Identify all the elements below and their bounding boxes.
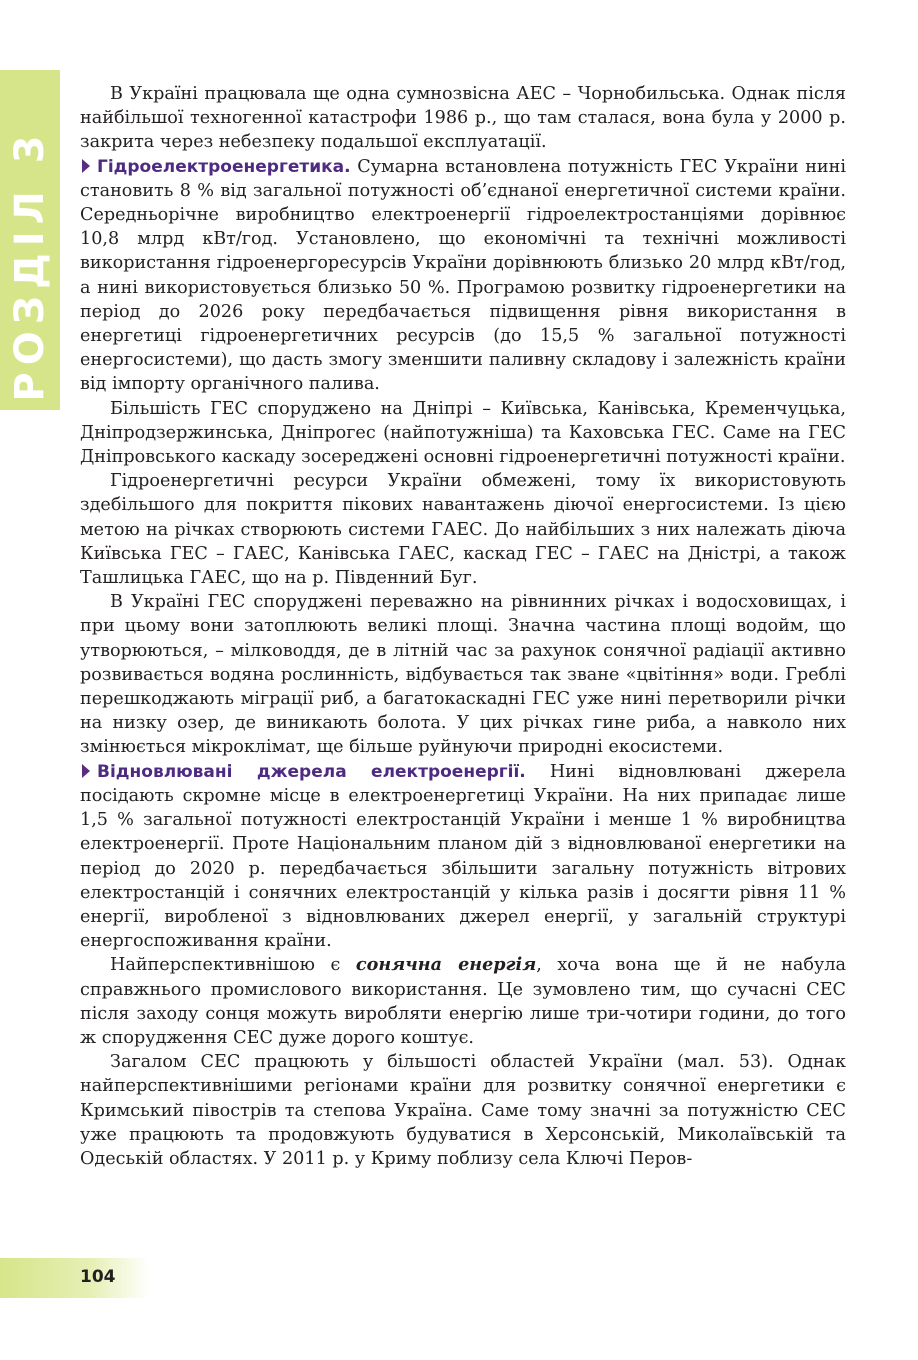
paragraph-hydro-text: Сумарна встановлена потужність ГЕС України нині становить 8 % від загальної потужності об’єднаної енергетичної системи країни. Середньорічне виробництво електроенергії гідроелектростанціями дорівнює 10,8 млрд кВт/год. Установлено, що економічні та технічні можливості використання гідроенергоресурсів України дорівнюють близько 20 млрд кВт/год, а нині використовується близько 50 %. Програмою розвитку гідроенергетики на період до 2026 року передбачається підвищення рівня використання в енергетиці гідроенергетичних ресурсів (до 15,5 % загальної потужності енергосистеми), що дасть змогу зменшити паливну складову і залежність країни від імпорту органічного палива.	[80, 156, 846, 395]
paragraph-hes-impact: В Україні ГЕС споруджені переважно на рівнинних річках і водосховищах, і при цьому вони затоплюють великі площі. Значна частина площі водойм, що утворюються, – мілководдя, де в літній час за рахунок сонячної радіації активно розвивається водяна рослинність, відбувається так зване «цвітіння» води. Греблі перешкоджають міграції риб, а багатокаскадні ГЕС уже нині перетворили річки на низку озер, де виникають болота. У цих річках гине риба, а навколо них змінюється мікроклімат, ще більше руйнуючи природні екосистеми.	[80, 592, 846, 758]
page-body	[80, 82, 846, 1171]
term-solar-energy: сонячна енергія	[355, 954, 537, 976]
paragraph-hydro	[80, 155, 846, 397]
heading-hydro: Гідроелектроенергетика.	[97, 156, 351, 177]
section-label: РОЗДІЛ 3	[7, 128, 53, 402]
paragraph-dnipro-hes: Більшість ГЕС споруджено на Дніпрі – Київська, Канівська, Кременчуцька, Дніпродзержинська, Дніпрогес (найпотужніша) та Каховська ГЕС. Саме на ГЕС Дніпровського каскаду зосереджені основні гідроенергетичні потужності країни.	[80, 398, 846, 468]
paragraph-solar	[80, 953, 846, 1050]
page-number: 104	[80, 1267, 116, 1287]
paragraph-chornobyl: В Україні працювала ще одна сумнозвісна АЕС – Чорнобильська. Однак після найбільшої техногенної катастрофи 1986 р., що там сталася, вона була у 2000 р. закрита через небезпеку подальшої експлуатації.	[80, 84, 846, 153]
paragraph-solar-end: , хоча вона ще й не набула справжнього промислового використання. Це зумовлено тим, що сучасні СЕС після заходу сонця можуть виробляти енергію лише три-чотири години, до того ж спорудження СЕС дуже дорого коштує.	[80, 955, 846, 1048]
section-bullet-icon	[82, 159, 90, 173]
paragraph-gaes: Гідроенергетичні ресурси України обмежені, тому їх використовують здебільшого для покриття пікових навантажень діючої енергосистеми. Із цією метою на річках створюють системи ГАЕС. До найбільших з них належать діюча Київська ГЕС – ГАЕС, Канівська ГАЕС, каскад ГЕС – ГАЕС на Дністрі, а також Ташлицька ГАЕС, що на р. Південний Буг.	[80, 471, 846, 589]
paragraph-renewables	[80, 760, 846, 954]
footer-band	[0, 1258, 150, 1298]
section-side-band	[0, 70, 60, 410]
paragraph-ses-regions: Загалом СЕС працюють у більшості областей України (мал. 53). Однак найперспективнішими регіонами країни для розвитку сонячної енергетики є Кримський півострів та степова Україна. Саме тому значні за потужністю СЕС уже працюють та продовжують будуватися в Херсонській, Миколаївській та Одеській областях. У 2011 р. у Криму поблизу села Ключі Перов-	[80, 1052, 846, 1169]
paragraph-renewables-text: Нині відновлювані джерела посідають скромне місце в електроенергетиці України. На них припадає лише 1,5 % загальної потужності електростанцій України і менше 1 % виробництва електроенергії. Проте Національним планом дій з відновлюваної енергетики на період до 2020 р. передбачається збільшити загальну потужність вітрових електростанцій і сонячних електростанцій у кілька разів і досягти рівня 11 % енергії, виробленої з відновлюваних джерел енергії, у загальній структурі енергоспоживання країни.	[80, 761, 846, 952]
section-bullet-icon	[82, 764, 90, 778]
heading-renewables: Відновлювані джерела електроенергії.	[97, 761, 526, 782]
paragraph-solar-start: Найперспективнішою є	[110, 955, 356, 976]
